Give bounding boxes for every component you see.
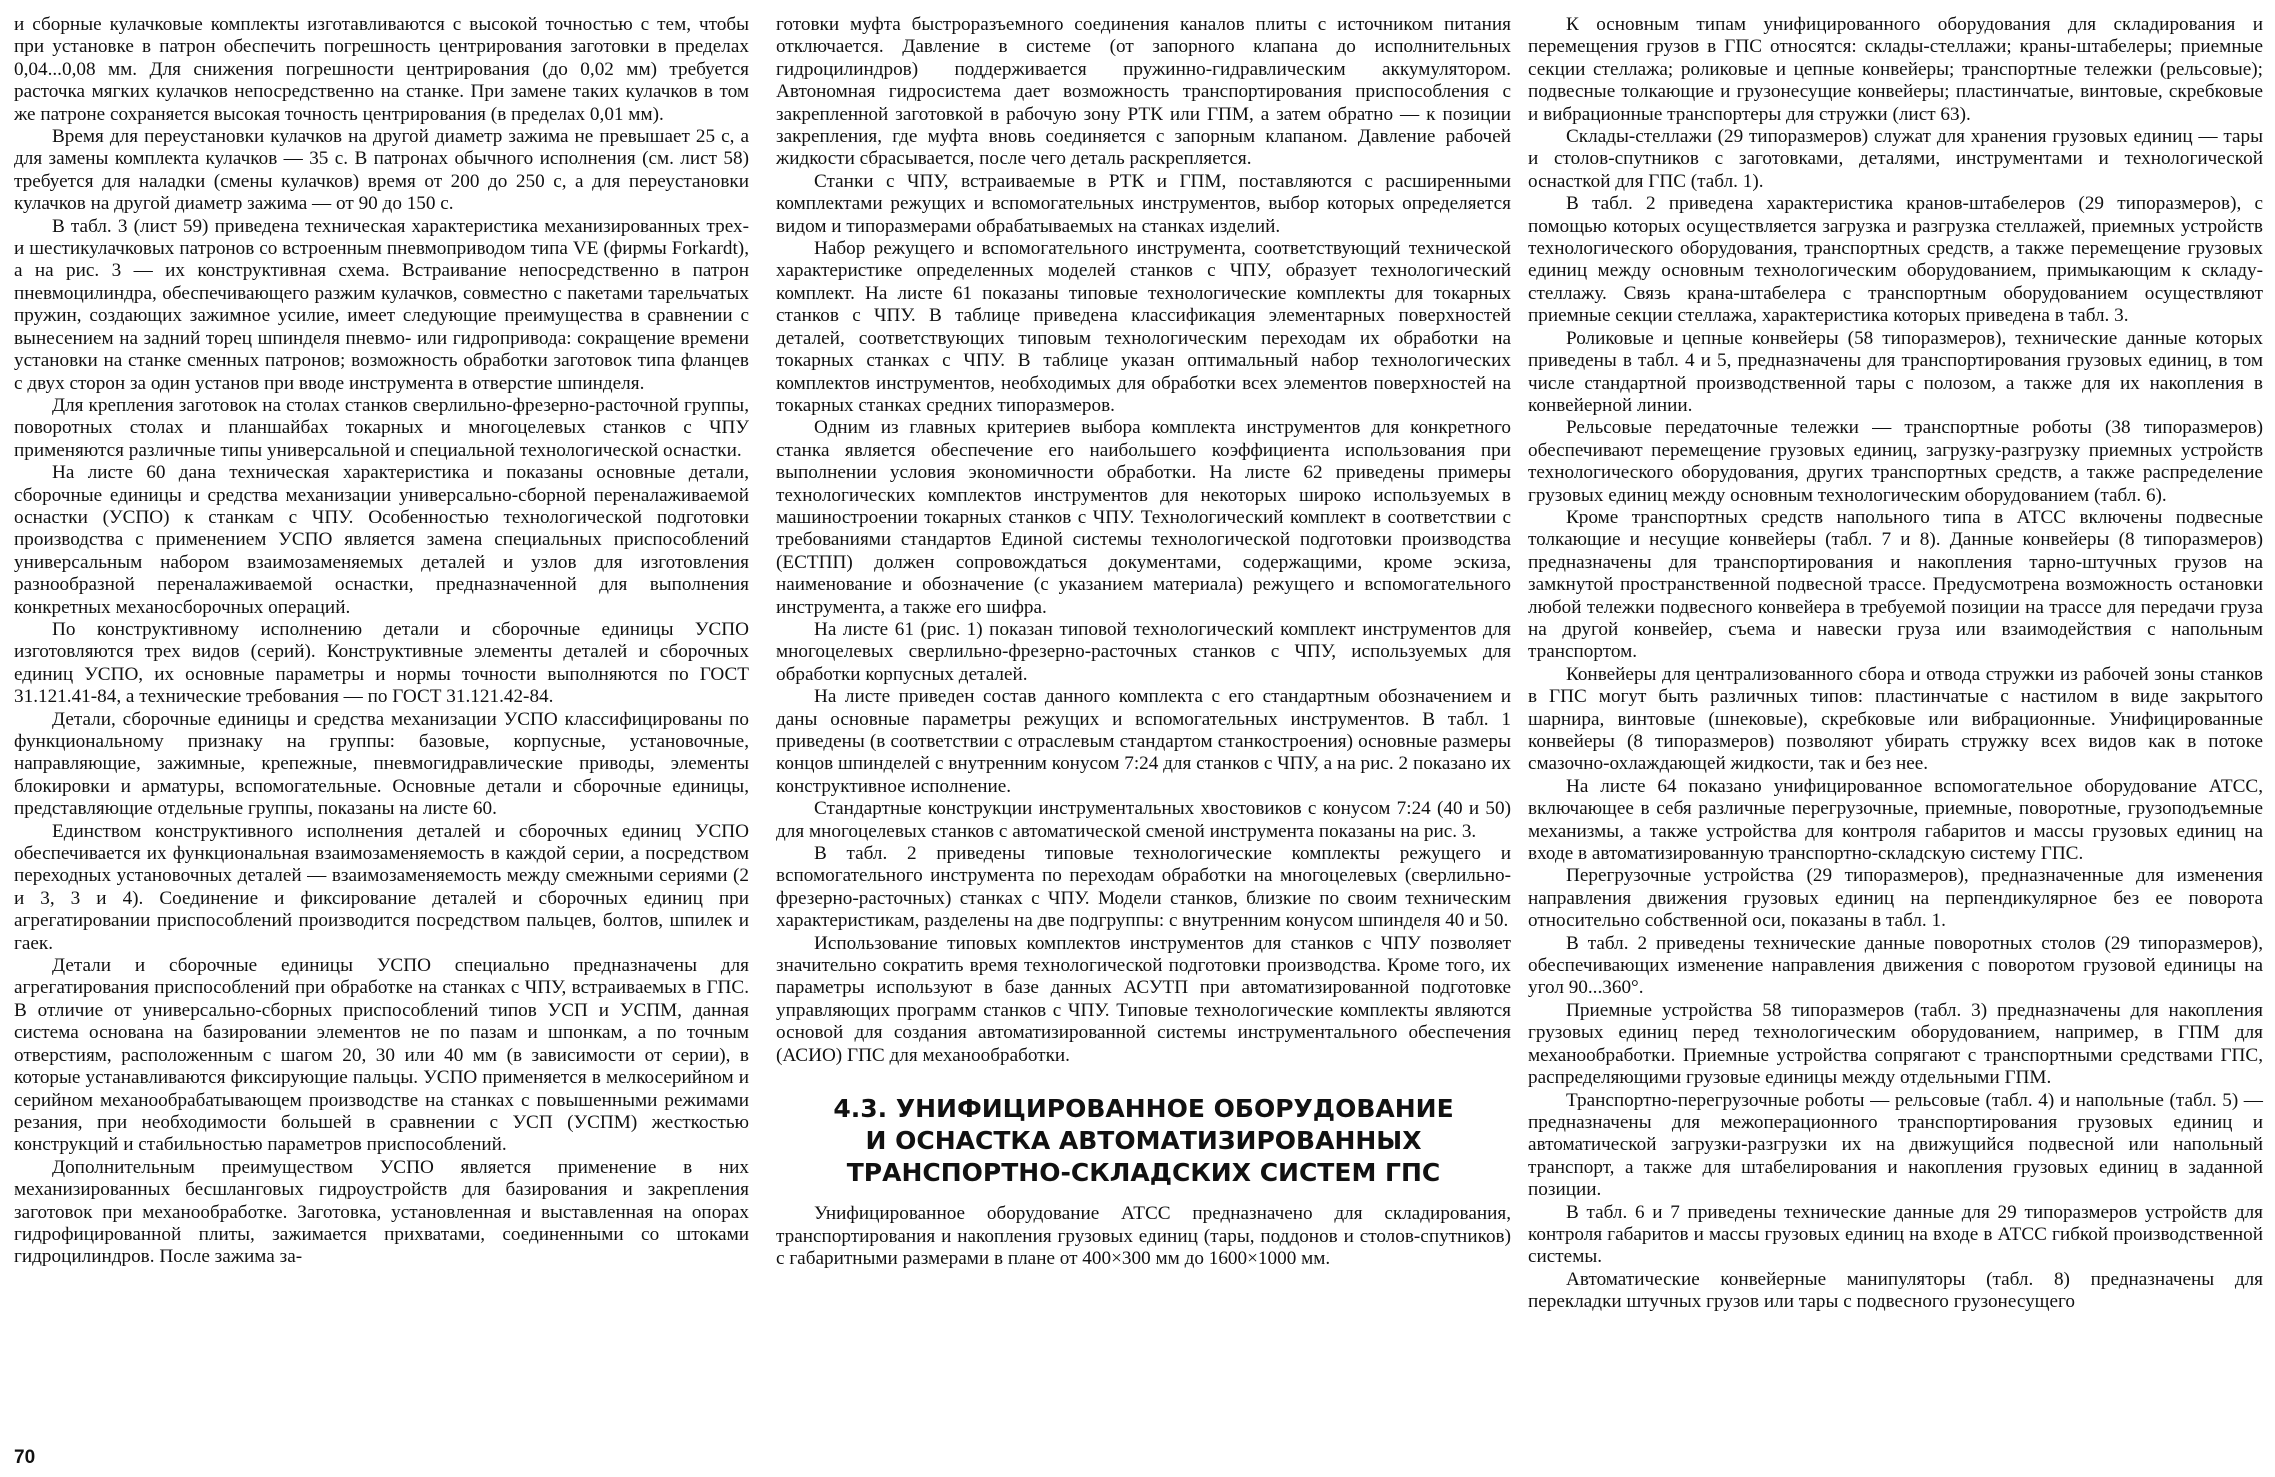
paragraph: Унифицированное оборудование АТСС предназначено для складирования, транспортирования и накопления грузовых единиц (тары, поддонов и столов-спутников) с габаритными размерами в плане от 400×300 мм до 1600×1000 мм. [776, 1203, 1511, 1269]
text-column-left [14, 14, 749, 1269]
paragraph: Детали и сборочные единицы УСПО специально предназначены для агрегатирования приспособлений при обработке на станках с ЧПУ, встраиваемых в ГПС. В отличие от универсально-сборных приспособлений типов УСП и УСПМ, данная система основана на базировании элементов не по пазам и шпонкам, а по точным отверстиям, расположенным с шагом 20, 30 или 40 мм (в зависимости от серии), в которые устанавливаются фиксирующие пальцы. УСПО применяется в мелкосерийном и серийном механообрабатывающем производстве на станках с повышенными режимами резания, при необходимости большей в сравнении с УСП (УСПМ) жесткостью конструкций и стабильностью параметров приспособлений. [14, 955, 749, 1156]
paragraph: Стандартные конструкции инструментальных хвостовиков с конусом 7:24 (40 и 50) для многоцелевых станков с автоматической сменой инструмента показаны на рис. 3. [776, 798, 1511, 842]
paragraph: Для крепления заготовок на столах станков сверлильно-фрезерно-расточной группы, поворотных столах и планшайбах токарных и многоцелевых станков с ЧПУ применяются различные типы универсальной и специальной технологической оснастки. [14, 394, 749, 461]
section-heading-line: 4.3. УНИФИЦИРОВАННОЕ ОБОРУДОВАНИЕ [833, 1094, 1454, 1124]
paragraph: В табл. 3 (лист 59) приведена техническая характеристика механизированных трех- и шестикулачковых патронов со встроенным пневмоприводом типа VE (фирмы Forkardt), а на рис. 3 — их конструктивная схема. Встраивание непосредственно в патрон пневмоцилиндра, обеспечивающего разжим кулачков, совместно с пакетами тарельчатых пружин, создающих зажимное усилие, имеет следующие преимущества в сравнении с вынесением на задний торец шпинделя пневмо- или гидропривода: сокращение времени установки на станке сменных патронов; возможность обработки заготовок типа фланцев с двух сторон за один установ при вводе инструмента в отверстие шпинделя. [14, 215, 749, 394]
text-column-middle [776, 14, 1511, 1270]
paragraph: В табл. 2 приведена характеристика кранов-штабелеров (29 типоразмеров), с помощью которых осуществляется загрузка и разгрузка стеллажей, приемных устройств технологического оборудования, транспортных средств, а также перемещение грузовых единиц между основным технологическим оборудованием, примыкающим к складу-стеллажу. Связь крана-штабелера с транспортным оборудованием осуществляют приемные секции стеллажа, характеристика которых приведена в табл. 3. [1528, 193, 2263, 327]
paragraph: Склады-стеллажи (29 типоразмеров) служат для хранения грузовых единиц — тары и столов-спутников с заготовками, деталями, инструментами и технологической оснасткой для ГПС (табл. 1). [1528, 126, 2263, 192]
paragraph: Приемные устройства 58 типоразмеров (табл. 3) предназначены для накопления грузовых единиц перед технологическим оборудованием, например, в ГПМ для механообработки. Приемные устройства сопрягают с транспортными средствами ГПС, распределяющими грузовые единицы между отдельными ГПМ. [1528, 999, 2263, 1089]
paragraph: Транспортно-перегрузочные роботы — рельсовые (табл. 4) и напольные (табл. 5) — предназначены для межоперационного транспортирования грузовых единиц и автоматической загрузки-разгрузки их на движущийся подвесной или напольный транспорт, а также для штабелирования и накопления грузовых единиц в заданной позиции. [1528, 1089, 2263, 1201]
paragraph: готовки муфта быстроразъемного соединения каналов плиты с источником питания отключается. Давление в системе (от запорного клапана до исполнительных гидроцилиндров) поддерживается пружинно-гидравлическим аккумулятором. Автономная гидросистема дает возможность транспортирования приспособления с закрепленной заготовкой в рабочую зону РТК или ГПМ, а затем обратно — к позиции закрепления, где муфта вновь соединяется с запорным клапаном. Давление рабочей жидкости сбрасывается, после чего деталь раскрепляется. [776, 14, 1511, 170]
paragraph: На листе приведен состав данного комплекта с его стандартным обозначением и даны основные параметры режущих и вспомогательных инструментов. В табл. 1 приведены (в соответствии с отраслевым стандартом станкостроения) основные размеры концов шпинделей с внутренним конусом 7:24 для станков с ЧПУ, а на рис. 2 показано их конструктивное исполнение. [776, 686, 1511, 797]
section-heading [776, 1093, 1511, 1189]
page-number: 70 [14, 1447, 36, 1468]
paragraph: и сборные кулачковые комплекты изготавливаются с высокой точностью с тем, чтобы при установке в патрон обеспечить погрешность центрирования заготовки в пределах 0,04...0,08 мм. Для снижения погрешности центрирования (до 0,02 мм) требуется расточка мягких кулачков непосредственно на станке. При замене таких кулачков в том же патроне сохраняется высокая точность центрирования (в пределах 0,01 мм). [14, 14, 749, 125]
paragraph: В табл. 2 приведены технические данные поворотных столов (29 типоразмеров), обеспечивающих изменение направления движения с поворотом грузовой единицы на угол 90...360°. [1528, 932, 2263, 999]
paragraph: Единством конструктивного исполнения деталей и сборочных единиц УСПО обеспечивается их функциональная взаимозаменяемость в каждой серии, а посредством переходных установочных деталей — взаимозаменяемость между смежными сериями (2 и 3, 3 и 4). Соединение и фиксирование деталей и сборочных единиц при агрегатировании приспособлений производится посредством пальцев, болтов, шпилек и гаек. [14, 820, 749, 954]
paragraph: Станки с ЧПУ, встраиваемые в РТК и ГПМ, поставляются с расширенными комплектами режущих и вспомогательных инструментов, выбор которых определяется видом и типоразмерами обрабатываемых на станках изделий. [776, 170, 1511, 237]
paragraph: Роликовые и цепные конвейеры (58 типоразмеров), технические данные которых приведены в табл. 4 и 5, предназначены для транспортирования грузовых единиц, в том числе стандартной производственной тары с полозом, а также для их накопления в конвейерной линии. [1528, 327, 2263, 416]
paragraph: Дополнительным преимуществом УСПО является применение в них механизированных бесшланговых гидроустройств для базирования и закрепления заготовок при механообработке. Заготовка, установленная и выставленная на опорах гидрофицированной плиты, зажимается прихватами, соединенными со штоками гидроцилиндров. После зажима за- [14, 1156, 749, 1268]
section-heading-line: ТРАНСПОРТНО-СКЛАДСКИХ СИСТЕМ ГПС [846, 1158, 1441, 1188]
paragraph: Перегрузочные устройства (29 типоразмеров), предназначенные для изменения направления движения грузовых единиц на перпендикулярное без ее поворота относительно собственной оси, показаны в табл. 1. [1528, 865, 2263, 932]
paragraph: На листе 60 дана техническая характеристика и показаны основные детали, сборочные единицы и средства механизации универсально-сборной переналаживаемой оснастки (УСПО) к станкам с ЧПУ. Особенностью технологической подготовки производства с применением УСПО является замена специальных приспособлений универсальным набором взаимозаменяемых деталей и узлов для изготовления разнообразной переналаживаемой оснастки, предназначенной для выполнения конкретных механосборочных операций. [14, 462, 749, 618]
paragraph: Автоматические конвейерные манипуляторы (табл. 8) предназначены для перекладки штучных грузов или тары с подвесного грузонесущего [1528, 1268, 2263, 1313]
paragraph: На листе 61 (рис. 1) показан типовой технологический комплект инструментов для многоцелевых сверлильно-фрезерно-расточных станков с ЧПУ, используемых для обработки корпусных деталей. [776, 618, 1511, 685]
paragraph: Конвейеры для централизованного сбора и отвода стружки из рабочей зоны станков в ГПС могут быть различных типов: пластинчатые с настилом в виде закрытого шарнира, винтовые (шнековые), скребковые или вибрационные. Унифицированные конвейеры (8 типоразмеров) позволяют убирать стружку всех видов как в потоке смазочно-охлаждающей жидкости, так и без нее. [1528, 663, 2263, 775]
text-column-right [1528, 14, 2263, 1314]
paragraph: Использование типовых комплектов инструментов для станков с ЧПУ позволяет значительно сократить время технологической подготовки производства. Кроме того, их параметры используют в базе данных АСУТП при автоматизированной подготовке управляющих программ станков с ЧПУ. Типовые технологические комплекты являются основой для создания автоматизированной системы инструментального обеспечения (АСИО) ГПС для механообработки. [776, 932, 1511, 1066]
paragraph: К основным типам унифицированного оборудования для складирования и перемещения грузов в ГПС относятся: склады-стеллажи; краны-штабелеры; приемные секции стеллажа; роликовые и цепные конвейеры; транспортные тележки (рельсовые); подвесные толкающие и грузонесущие конвейеры; пластинчатые, винтовые, скребковые и вибрационные транспортеры для стружки (лист 63). [1528, 14, 2263, 125]
paragraph: По конструктивному исполнению детали и сборочные единицы УСПО изготовляются трех видов (серий). Конструктивные элементы деталей и сборочных единиц УСПО, их основные параметры и нормы точности выполняются по ГОСТ 31.121.41-84, а технические требования — по ГОСТ 31.121.42-84. [14, 618, 749, 708]
section-heading-line: И ОСНАСТКА АВТОМАТИЗИРОВАННЫХ [865, 1126, 1422, 1156]
paragraph: В табл. 6 и 7 приведены технические данные для 29 типоразмеров устройств для контроля габаритов и массы грузовых единиц на входе в АТСС гибкой производственной системы. [1528, 1201, 2263, 1268]
paragraph: В табл. 2 приведены типовые технологические комплекты режущего и вспомогательного инструмента по переходам обработки на многоцелевых (сверлильно-фрезерно-расточных) станках с ЧПУ. Модели станков, близкие по своим техническим характеристикам, разделены на две подгруппы: с внутренним конусом шпинделя 40 и 50. [776, 843, 1511, 932]
paragraph: Детали, сборочные единицы и средства механизации УСПО классифицированы по функциональному признаку на группы: базовые, корпусные, установочные, направляющие, зажимные, крепежные, пневмогидравлические приводы, элементы блокировки и арматуры, вспомогательные. Основные детали и сборочные единицы, представляющие отдельные группы, показаны на листе 60. [14, 708, 749, 820]
paragraph: Набор режущего и вспомогательного инструмента, соответствующий технической характеристике определенных моделей станков с ЧПУ, образует технологический комплект. На листе 61 показаны типовые технологические комплекты для токарных станков с ЧПУ. В таблице приведена классификация элементарных поверхностей деталей, соответствующих типовым технологическим переходам их обработки на токарных станках с ЧПУ. В таблице указан оптимальный набор технологических комплектов инструментов, необходимых для обработки всех элементов поверхностей на токарных станках средних типоразмеров. [776, 238, 1511, 416]
paragraph: На листе 64 показано унифицированное вспомогательное оборудование АТСС, включающее в себя различные перегрузочные, приемные, поворотные, грузоподъемные механизмы, а также устройства для контроля габаритов и массы грузовых единиц на входе в автоматизированную транспортно-складскую систему ГПС. [1528, 775, 2263, 865]
paragraph: Время для переустановки кулачков на другой диаметр зажима не превышает 25 с, а для замены комплекта кулачков — 35 с. В патронах обычного исполнения (см. лист 58) требуется для наладки (смены кулачков) время от 200 до 250 с, а для переустановки кулачков на другой диаметр зажима — от 90 до 150 с. [14, 126, 749, 215]
paragraph: Рельсовые передаточные тележки — транспортные роботы (38 типоразмеров) обеспечивают перемещение грузовых единиц, загрузку-разгрузку приемных устройств технологического оборудования, других транспортных средств, а также распределение грузовых единиц между основным технологическим оборудованием (табл. 6). [1528, 417, 2263, 506]
paragraph: Кроме транспортных средств напольного типа в АТСС включены подвесные толкающие и несущие конвейеры (табл. 7 и 8). Данные конвейеры (8 типоразмеров) предназначены для транспортирования и накопления тарно-штучных грузов на замкнутой пространственной подвесной трассе. Предусмотрена возможность остановки любой тележки подвесного конвейера в требуемой позиции на трассе для передачи груза на другой конвейер, съема и навески груза или взаимодействия с напольным транспортом. [1528, 506, 2263, 663]
paragraph: Одним из главных критериев выбора комплекта инструментов для конкретного станка является обеспечение его наибольшего коэффициента использования при выполнении условия экономичности обработки. На листе 62 приведены примеры технологических комплектов инструментов для некоторых широко используемых в машиностроении токарных станков с ЧПУ. Технологический комплект в соответствии с требованиями стандартов Единой системы технологической подготовки производства (ЕСТПП) должен сопровождаться документами, содержащими, кроме эскиза, наименование и обозначение (с указанием материала) режущего и вспомогательного инструмента, а также его шифра. [776, 417, 1511, 618]
